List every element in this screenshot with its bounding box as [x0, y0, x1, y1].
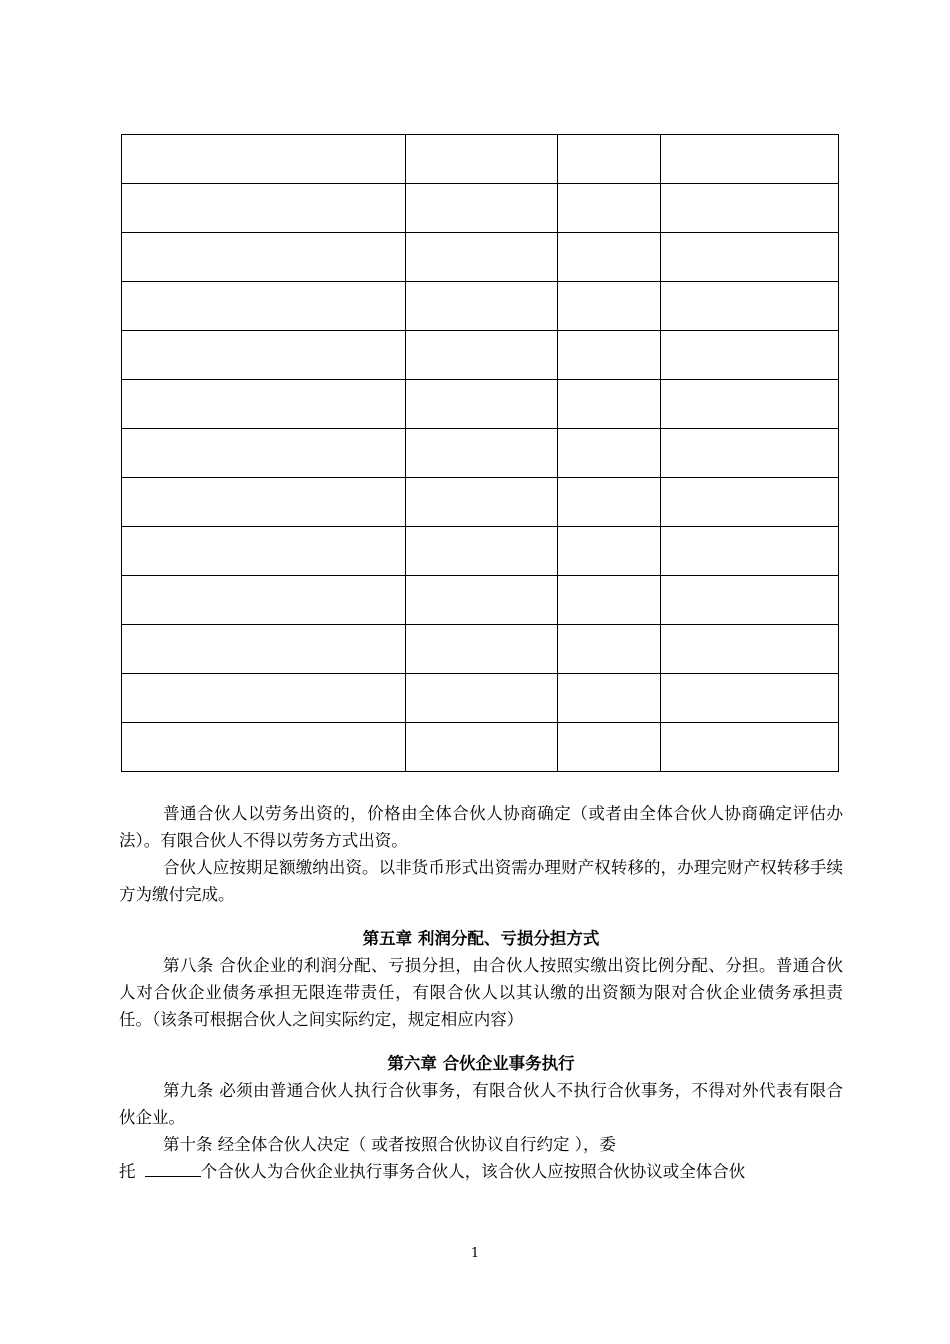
table-cell — [122, 625, 406, 674]
table-cell — [122, 527, 406, 576]
table-cell — [661, 674, 839, 723]
table-row — [122, 478, 839, 527]
table-cell — [661, 625, 839, 674]
table-cell — [406, 233, 558, 282]
table-row — [122, 625, 839, 674]
table-cell — [558, 184, 661, 233]
table-cell — [406, 527, 558, 576]
table-cell — [406, 478, 558, 527]
table-cell — [558, 135, 661, 184]
table-cell — [122, 723, 406, 772]
table-row — [122, 429, 839, 478]
article-10-continuation: 个合伙人为合伙企业执行事务合伙人，该合伙人应按照合伙协议或全体合伙 — [200, 1162, 746, 1181]
table-cell — [406, 429, 558, 478]
table-row — [122, 135, 839, 184]
table-cell — [406, 282, 558, 331]
table-row — [122, 233, 839, 282]
article-8: 第八条 合伙企业的利润分配、亏损分担，由合伙人按照实缴出资比例分配、分担。普通合伙人对合伙企业债务承担无限连带责任，有限合伙人以其认缴的出资额为限对合伙企业债务承担责任。（该条可根据合伙人之间实际约定，规定相应内容） — [119, 956, 843, 1029]
table-row — [122, 282, 839, 331]
paragraph-payment-deadline: 合伙人应按期足额缴纳出资。以非货币形式出资需办理财产权转移的，办理完财产权转移手续方为缴付完成。 — [119, 858, 843, 904]
table-cell — [661, 184, 839, 233]
chapter-6-heading: 第六章 合伙企业事务执行 — [387, 1054, 575, 1073]
table-cell — [661, 282, 839, 331]
contribution-table-body — [122, 135, 839, 772]
table-row — [122, 723, 839, 772]
contribution-table — [121, 134, 839, 772]
table-cell — [661, 429, 839, 478]
table-cell — [406, 331, 558, 380]
table-cell — [558, 576, 661, 625]
table-cell — [661, 723, 839, 772]
table-cell — [558, 331, 661, 380]
table-cell — [406, 135, 558, 184]
table-cell — [122, 233, 406, 282]
table-cell — [406, 380, 558, 429]
table-cell — [122, 576, 406, 625]
table-cell — [558, 674, 661, 723]
table-cell — [406, 723, 558, 772]
table-cell — [122, 282, 406, 331]
table-cell — [406, 184, 558, 233]
paragraph-labor-contribution: 普通合伙人以劳务出资的，价格由全体合伙人协商确定（或者由全体合伙人协商确定评估办法）。有限合伙人不得以劳务方式出资。 — [119, 804, 843, 850]
body-text — [119, 800, 843, 1185]
article-10-line-1: 第十条 经全体合伙人决定（ 或者按照合伙协议自行约定 ），委 — [163, 1135, 616, 1154]
table-cell — [661, 380, 839, 429]
partner-count-blank — [145, 1158, 201, 1177]
table-cell — [558, 478, 661, 527]
article-10-entrust-word: 托 — [119, 1162, 136, 1181]
article-9: 第九条 必须由普通合伙人执行合伙事务，有限合伙人不执行合伙事务，不得对外代表有限合伙企业。 — [119, 1081, 843, 1127]
table-cell — [406, 576, 558, 625]
table-cell — [558, 527, 661, 576]
table-cell — [406, 625, 558, 674]
table-row — [122, 576, 839, 625]
table-cell — [661, 331, 839, 380]
table-cell — [122, 331, 406, 380]
table-cell — [558, 625, 661, 674]
table-cell — [122, 135, 406, 184]
table-cell — [661, 527, 839, 576]
table-cell — [661, 135, 839, 184]
table-cell — [661, 478, 839, 527]
article-10-line-2 — [119, 1158, 843, 1185]
table-cell — [406, 674, 558, 723]
table-cell — [122, 674, 406, 723]
table-cell — [558, 233, 661, 282]
table-cell — [122, 478, 406, 527]
table-cell — [661, 576, 839, 625]
table-cell — [122, 380, 406, 429]
table-cell — [558, 723, 661, 772]
chapter-5-heading: 第五章 利润分配、亏损分担方式 — [362, 929, 600, 948]
table-cell — [558, 282, 661, 331]
table-cell — [558, 380, 661, 429]
table-row — [122, 331, 839, 380]
table-row — [122, 184, 839, 233]
table-row — [122, 527, 839, 576]
table-cell — [558, 429, 661, 478]
table-row — [122, 380, 839, 429]
table-cell — [661, 233, 839, 282]
page-number: 1 — [470, 1246, 480, 1261]
table-cell — [122, 184, 406, 233]
table-cell — [122, 429, 406, 478]
table-row — [122, 674, 839, 723]
